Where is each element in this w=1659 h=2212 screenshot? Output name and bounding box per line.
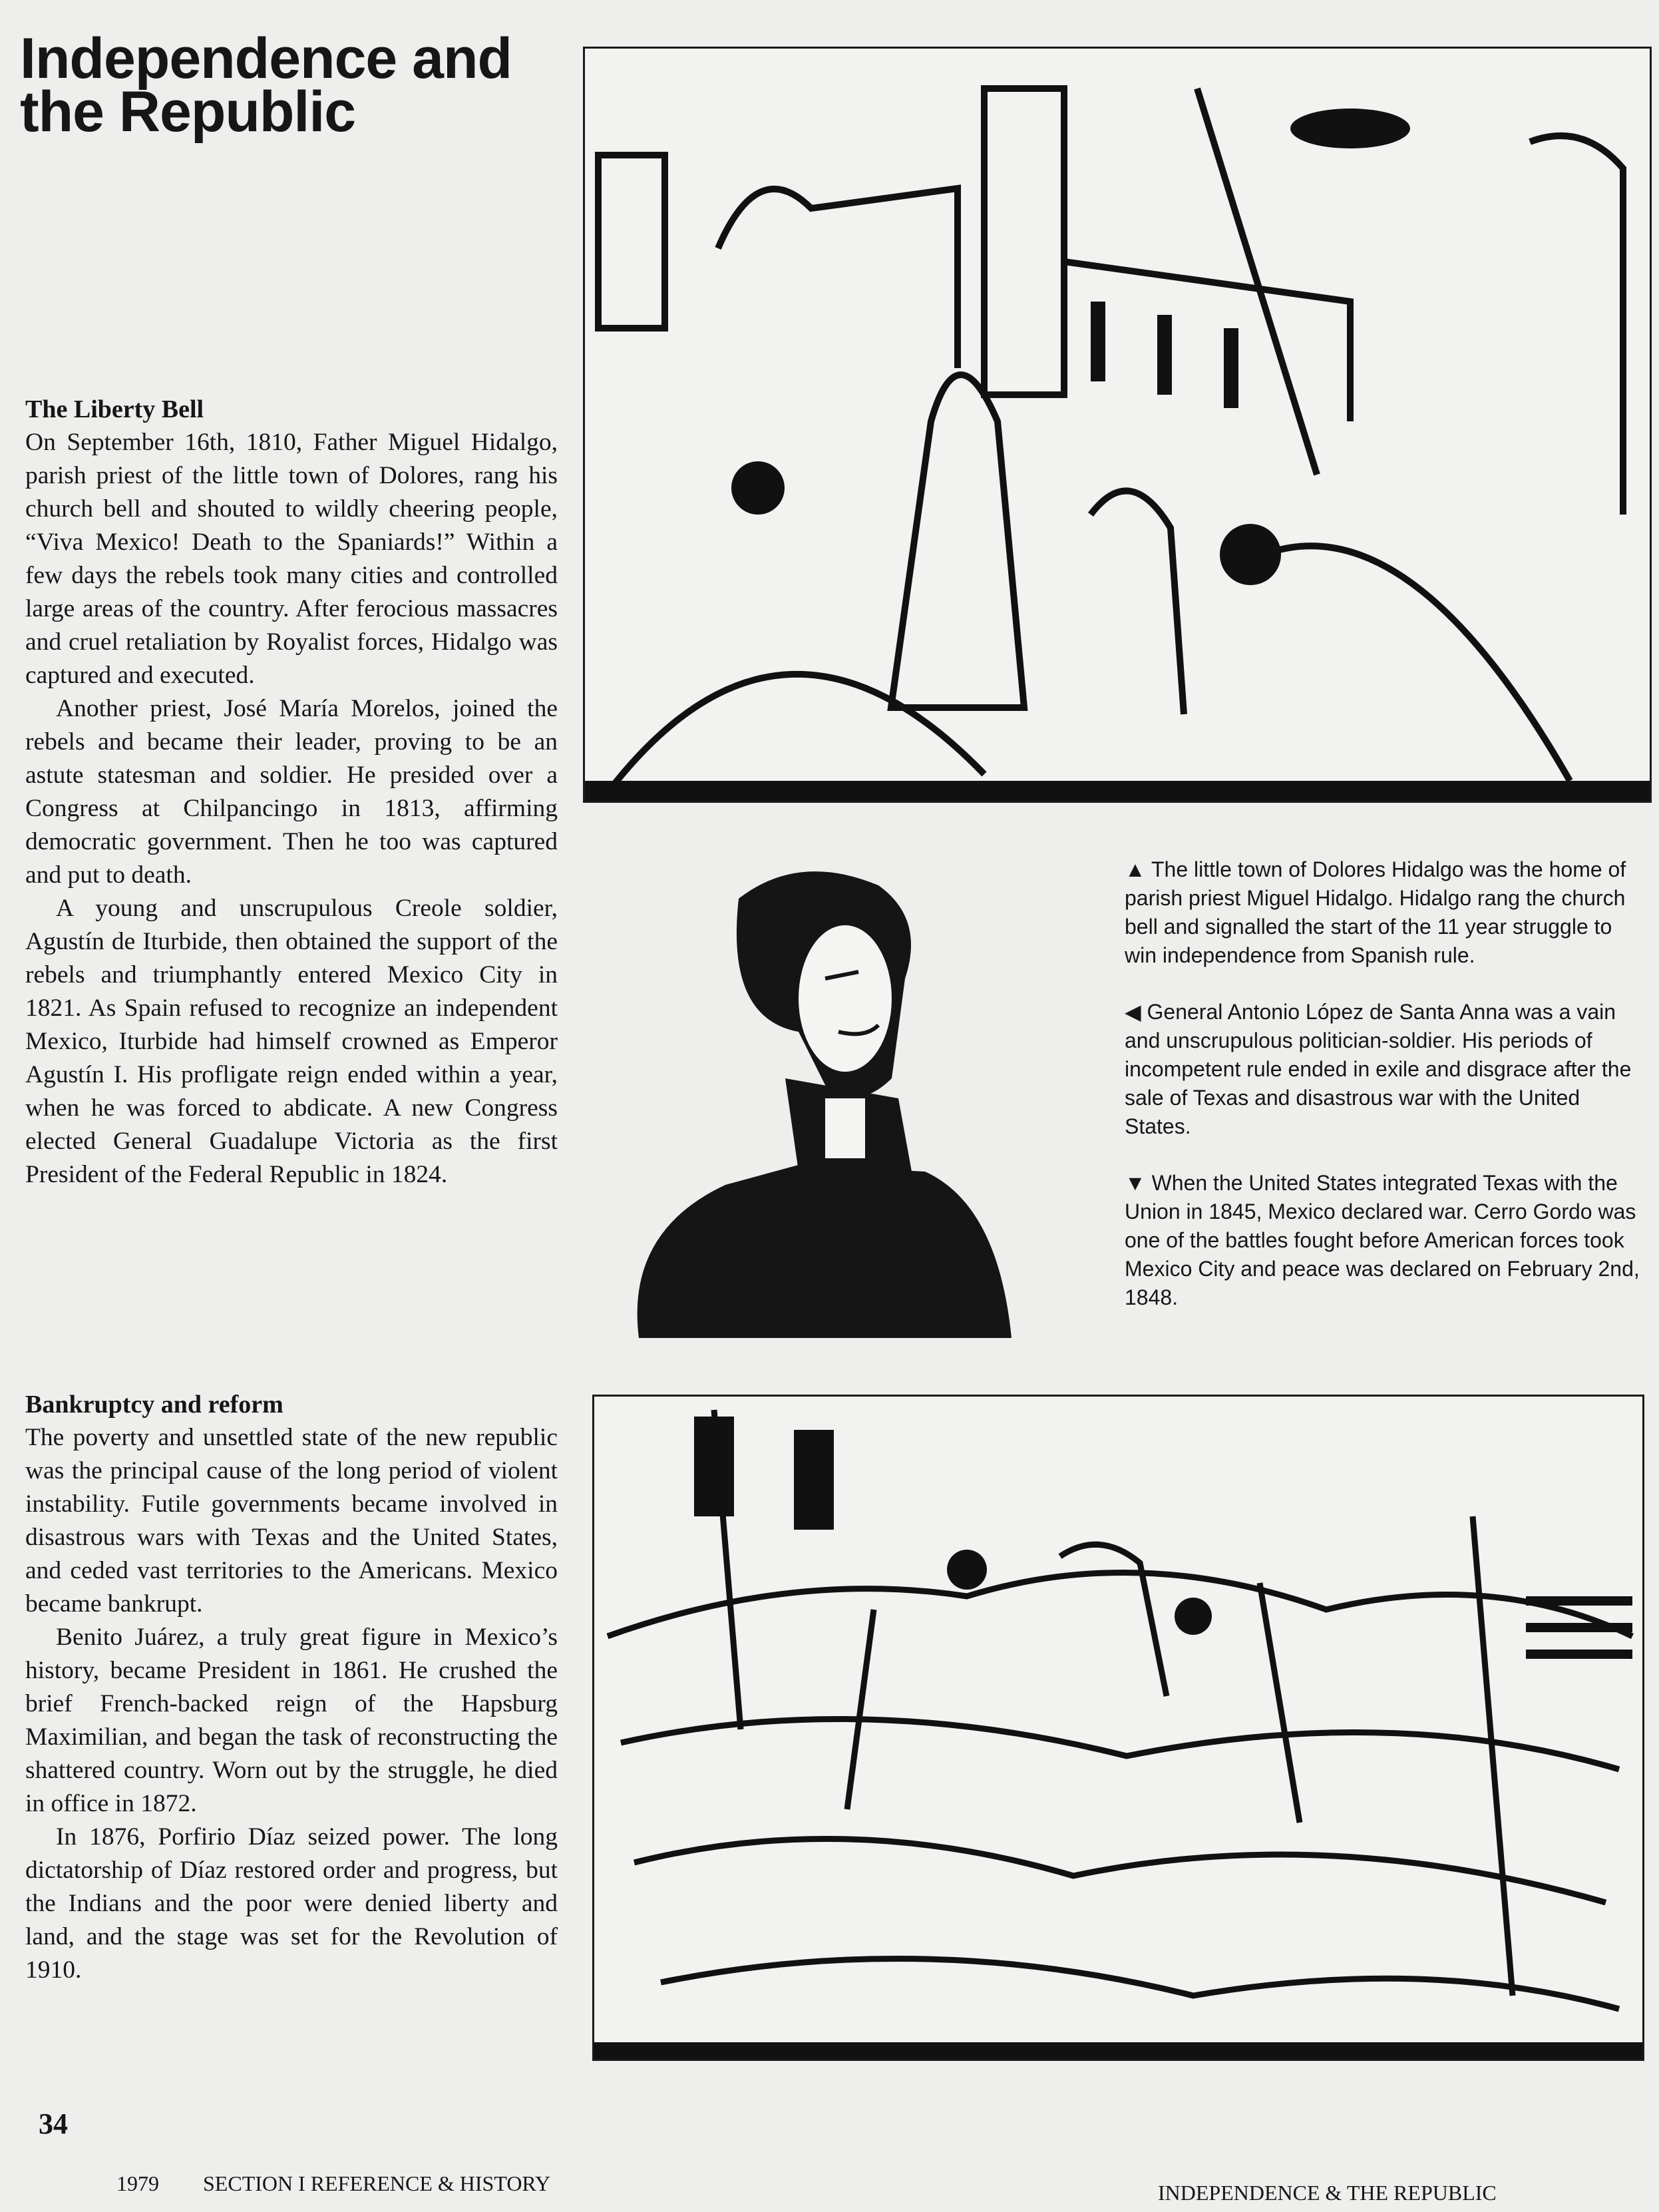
paragraph: In 1876, Porfirio Díaz seized power. The long dictatorship of Díaz restored order and progress, but the Indians and the poor were denied liberty and land, and the stage was set for the Revolution of 1910. xyxy=(25,1823,558,1984)
caption-santa-anna: ◀ General Antonio López de Santa Anna was a vain and unscrupulous politician-soldier. His periods of incompetent rule ended in exile and disgrace after the sale of Texas and disastrous war with the United States. xyxy=(1125,1000,1632,1138)
section-bankruptcy-reform xyxy=(25,1388,558,1987)
section-heading: Bankruptcy and reform xyxy=(25,1391,283,1419)
paragraph: Another priest, José María Morelos, joined the rebels and became their leader, proving to be an astute statesman and soldier. He presided over a Congress at Chilpancingo in 1813, affirming democratic government. Then he too was captured and put to death. xyxy=(25,695,558,889)
footer-section: SECTION I REFERENCE & HISTORY xyxy=(203,2171,551,2195)
paragraph: Benito Juárez, a truly great figure in Mexico’s history, became President in 1861. He crushed the brief French-backed reign of the Hapsburg Maximilian, and began the task of reconstructing the shattered country. Worn out by the struggle, he died in office in 1872. xyxy=(25,1624,558,1817)
cerro-gordo-battle-illustration xyxy=(592,1395,1644,2061)
captions-block xyxy=(1125,855,1644,1340)
caption-cerro-gordo: ▼ When the United States integrated Texas with the Union in 1845, Mexico declared war. Cerro Gordo was one of the battles fought before American forces took Mexico City and peace was declared on February 2nd, 1848. xyxy=(1125,1171,1640,1309)
section-heading: The Liberty Bell xyxy=(25,395,204,423)
section-liberty-bell xyxy=(25,393,558,1192)
santa-anna-portrait xyxy=(626,859,1012,1338)
footer-year: 1979 xyxy=(116,2171,159,2195)
dolores-hidalgo-illustration xyxy=(583,47,1652,803)
paragraph: On September 16th, 1810, Father Miguel Hidalgo, parish priest of the little town of Dolores, rang his church bell and shouted to wildly cheering people, “Viva Mexico! Death to the Spaniards!” Within a few days the rebels took many cities and controlled large areas of the country. After ferocious massacres and cruel retaliation by Royalist forces, Hidalgo was captured and executed. xyxy=(25,429,558,689)
footer-chapter: INDEPENDENCE & THE REPUBLIC xyxy=(1158,2181,1497,2205)
paragraph: The poverty and unsettled state of the new republic was the principal cause of the long period of violent instability. Futile governments became involved in disastrous wars with Texas and the United States, and ceded vast territories to the Americans. Mexico became bankrupt. xyxy=(25,1424,558,1618)
paragraph: A young and unscrupulous Creole soldier, Agustín de Iturbide, then obtained the support of the rebels and triumphantly entered Mexico City in 1821. As Spain refused to recognize an independent Mexico, Iturbide had himself crowned as Emperor Agustín I. His profligate reign ended within a year, when he was forced to abdicate. A new Congress elected General Guadalupe Victoria as the first President of the Federal Republic in 1824. xyxy=(25,895,558,1188)
page-number: 34 xyxy=(39,2107,68,2140)
page-title: Independence and the Republic xyxy=(20,27,512,144)
caption-dolores: ▲ The little town of Dolores Hidalgo was the home of parish priest Miguel Hidalgo. Hidalgo rang the church bell and signalled the start of the 11 year struggle to win independence from Spanish rule. xyxy=(1125,857,1626,967)
